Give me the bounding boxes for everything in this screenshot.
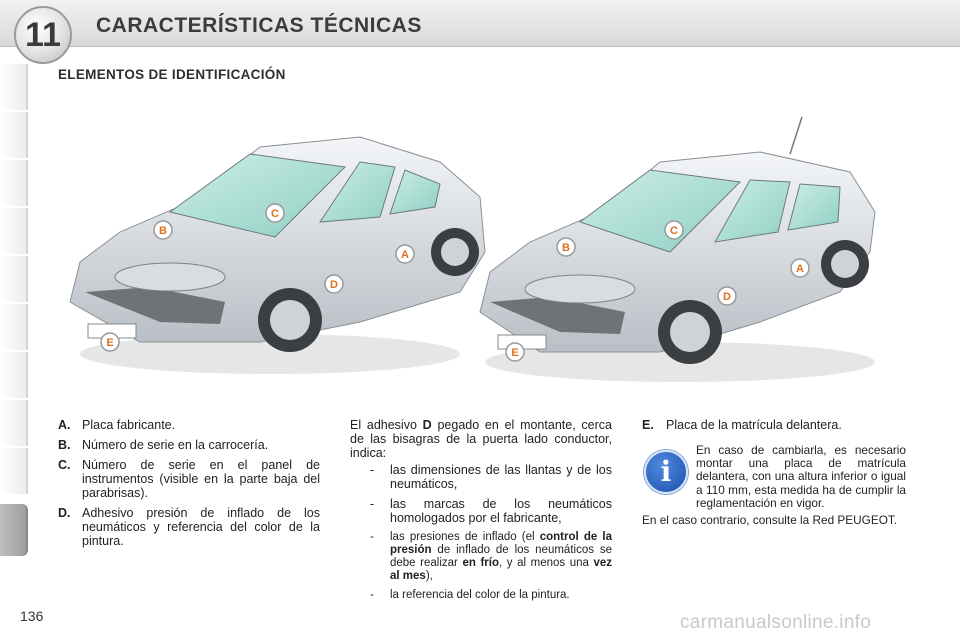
chapter-tab[interactable]: [0, 304, 28, 350]
definition-item: [58, 438, 320, 452]
sedan-car: [70, 137, 485, 374]
label-c-text: C: [670, 225, 678, 237]
label-d-text: D: [330, 279, 338, 291]
sticker-list: [350, 463, 612, 602]
label-e-text: E: [106, 337, 114, 349]
chapter-tab[interactable]: [0, 208, 28, 254]
definition-text: Adhesivo presión de inflado de los neumáticos y referencia del color de la pintura.: [82, 506, 320, 548]
info-text-2: En el caso contrario, consulte la Red PEUGEOT.: [642, 513, 898, 528]
definition-item: [58, 458, 320, 500]
sticker-intro: El adhesivo D pegado en el montante, cerca de las bisagras de la puerta lado conductor, indica:: [350, 418, 612, 460]
sticker-column: [350, 418, 612, 608]
list-item: - las dimensiones de las llantas y de los neumáticos,: [370, 463, 612, 491]
chapter-badge: 11: [14, 6, 72, 64]
chapter-tab[interactable]: [0, 352, 28, 398]
chapter-tab[interactable]: [0, 448, 28, 494]
page-number: 136: [20, 608, 44, 624]
info-text: En caso de cambiarla, es necesario montar una placa de matrícula delantera, con una altura inferior o igual a 110 mm, esta medida ha de cumplir la reglamentación en vigor.: [696, 443, 906, 510]
definition-text: Placa fabricante.: [82, 418, 176, 432]
chapter-tab[interactable]: [0, 160, 28, 206]
page-title: CARACTERÍSTICAS TÉCNICAS: [96, 14, 422, 37]
definition-key: A.: [58, 418, 71, 432]
watermark: carmanualsonline.info: [680, 612, 872, 633]
definition-item: [58, 418, 320, 432]
chapter-tabs: [0, 64, 30, 574]
info-icon: i: [644, 450, 688, 494]
section-title: ELEMENTOS DE IDENTIFICACIÓN: [58, 67, 286, 82]
label-e-text: E: [511, 347, 519, 359]
info-box: [642, 444, 906, 527]
list-item: - las marcas de los neumáticos homologados por el fabricante,: [370, 497, 612, 525]
chapter-tab[interactable]: [0, 64, 28, 110]
chapter-tab[interactable]: [0, 256, 28, 302]
label-b-text: B: [562, 242, 570, 254]
chapter-tab[interactable]: [0, 400, 28, 446]
label-a-text: A: [401, 249, 409, 261]
plate-column: [642, 418, 906, 527]
car-illustrations: [60, 92, 900, 392]
definition-key: B.: [58, 438, 71, 452]
chapter-tab-active[interactable]: [0, 504, 28, 556]
wagon-car: [480, 117, 875, 382]
definition-text: Número de serie en el panel de instrumentos (visible en la parte baja del parabrisas).: [82, 458, 320, 500]
list-item: - las presiones de inflado (el control de la presión de inflado de los neumáticos se debe realizar en frío, y al menos una vez al mes),: [370, 531, 613, 582]
list-item: - la referencia del color de la pintura.: [370, 589, 570, 601]
definition-key: E.: [642, 418, 654, 432]
chapter-tab[interactable]: [0, 112, 28, 158]
label-b-text: B: [159, 225, 167, 237]
definition-key: C.: [58, 458, 71, 472]
definition-item: [58, 506, 320, 548]
label-c-text: C: [271, 208, 279, 220]
label-d-text: D: [723, 291, 731, 303]
definition-text: Placa de la matrícula delantera.: [666, 418, 842, 432]
definition-item: [642, 418, 906, 432]
label-a-text: A: [796, 263, 804, 275]
definition-text: Número de serie en la carrocería.: [82, 438, 269, 452]
definitions-column: [58, 418, 320, 554]
definition-key: D.: [58, 506, 71, 520]
